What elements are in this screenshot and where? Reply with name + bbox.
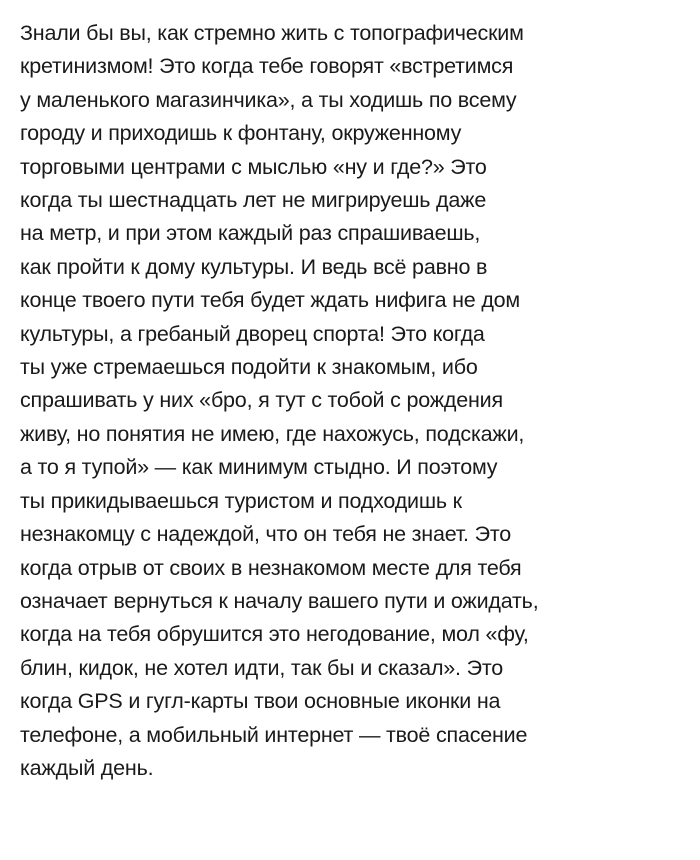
text-line: торговыми центрами с мыслью «ну и где?» Это [20,154,487,179]
text-line: когда отрыв от своих в незнакомом месте для тебя [20,555,522,580]
text-line: конце твоего пути тебя будет ждать нифига не дом [20,288,521,313]
text-line: городу и приходишь к фонтану, окруженному [20,121,462,146]
text-line: ты прикидываешься туристом и подходишь к [20,488,462,513]
text-line: как пройти к дому культуры. И ведь всё равно в [20,254,488,279]
text-line: спрашивать у них «бро, я тут с тобой с рождения [20,388,503,413]
text-line: блин, кидок, не хотел идти, так бы и сказал». Это [20,655,504,680]
text-line: на метр, и при этом каждый раз спрашиваешь, [20,221,481,246]
text-line: означает вернуться к началу вашего пути и ожидать, [20,588,539,613]
post-text [20,17,682,785]
text-line: кретинизмом! Это когда тебе говорят «встретимся [20,54,514,79]
text-line: Знали бы вы, как стремно жить с топографическим [20,21,524,45]
text-line: когда на тебя обрушится это негодование, мол «фу, [20,622,529,647]
text-line: ты уже стремаешься подойти к знакомым, ибо [20,355,478,380]
text-line: культуры, а гребаный дворец спорта! Это когда [20,321,485,346]
text-line: незнакомцу с надеждой, что он тебя не знает. Это [20,522,512,547]
text-line: а то я тупой» — как минимум стыдно. И поэтому [20,455,498,480]
text-line: у маленького магазинчика», а ты ходишь по всему [20,87,517,112]
text-line: телефоне, а мобильный интернет — твоё спасение [20,722,528,747]
text-line: каждый день. [20,755,154,780]
text-line: когда ты шестнадцать лет не мигрируешь даже [20,188,487,213]
text-line: когда GPS и гугл-карты твои основные иконки на [20,689,501,714]
text-line: живу, но понятия не имею, где нахожусь, подскажи, [20,421,525,446]
